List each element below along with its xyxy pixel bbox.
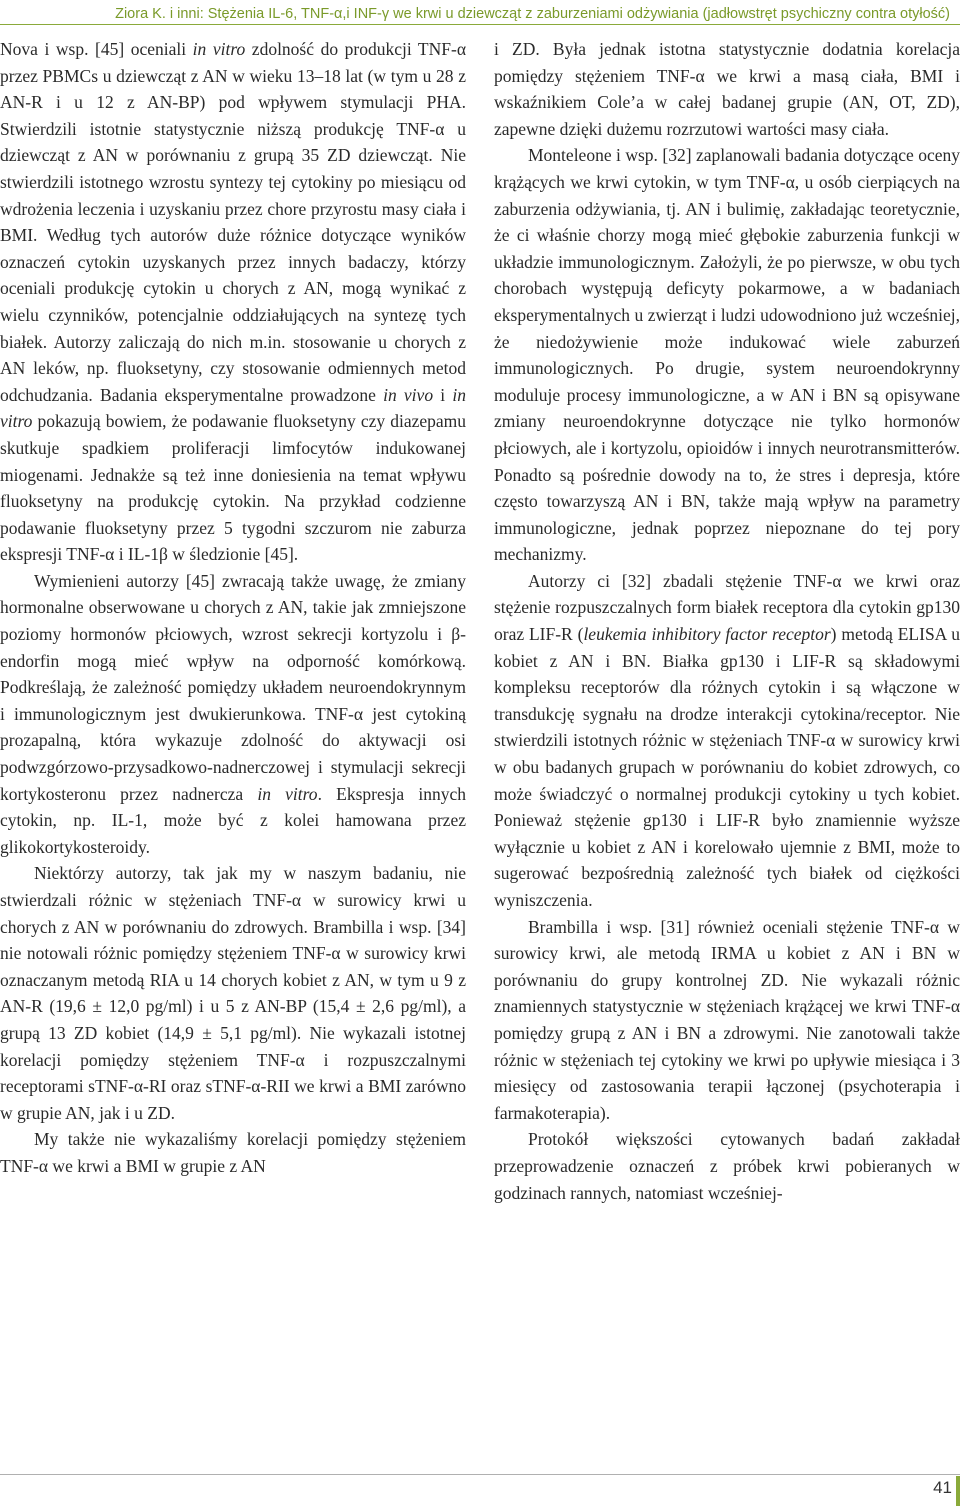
- italic-run: in vitro: [0, 384, 466, 432]
- running-head-text: Ziora K. i inni: Stężenia IL-6, TNF-α,i INF-γ we krwi u dziewcząt z zaburzeniami odżywiania (jadłowstręt psychiczny contra otyłość): [115, 6, 950, 22]
- paragraph: [0, 568, 466, 861]
- paragraph: [494, 568, 960, 914]
- header-rule: [0, 24, 960, 25]
- text-run: zdolność do produkcji TNF-α przez PBMCs u dziewcząt z AN w wieku 13–18 lat (w tym u 28 z AN-R i u 12 z AN-BP) pod wpływem stymulacji PHA. Stwierdzili istotnie statystycznie niższą produkcję TNF-α u dziewcząt z AN w porównaniu z grupą 35 ZD dziewcząt. Nie stwierdzili istotnego wzrostu syntezy tej cytokiny po miesiącu od wdrożenia leczenia i uzyskaniu przez chore przyrostu masy ciała i BMI. Według tych autorów duże różnice dotyczące wyników oznaczeń cytokin uzyskanych przez innych badaczy, którzy oceniali produkcję cytokin u chorych z AN, mogą wynikać z wielu czynników, potencjalnie oddziałujących na syntezę tych białek. Autorzy zaliczają do nich m.in. stosowanie u chorych z AN leków, np. fluoksetyny, czy stosowanie odmiennych metod odchudzania. Badania eksperymentalne prowadzone: [0, 39, 466, 405]
- text-run: . Ekspresja innych cytokin, np. IL-1, może być z kolei hamowana przez glikokortykosteroidy.: [0, 783, 466, 857]
- italic-run: in vivo: [383, 384, 434, 405]
- paragraph: i ZD. Była jednak istotna statystycznie dodatnia korelacja pomiędzy stężeniem TNF-α we krwi a masą ciała, BMI i wskaźnikiem Cole’a w całej badanej grupie (AN, OT, ZD), zapewne dzięki dużemu rozrzutowi wartości masy ciała.: [494, 39, 960, 139]
- paragraph: [0, 36, 466, 568]
- text-run: Nova i wsp. [45] oceniali: [0, 39, 193, 59]
- page-tab-marker: [956, 1476, 960, 1506]
- left-column: [0, 36, 466, 1180]
- footer-rule: [0, 1474, 960, 1475]
- text-run: Autorzy ci [32] zbadali stężenie TNF-α we krwi oraz stężenie rozpuszczalnych form białek receptora dla cytokin gp130 oraz LIF-R (: [494, 570, 960, 645]
- italic-run: in vitro: [257, 783, 318, 804]
- paragraph: Niektórzy autorzy, tak jak my w naszym badaniu, nie stwierdzali różnic w stężeniach TNF-α w surowicy krwi u chorych z AN w porównaniu do zdrowych. Brambilla i wsp. [34] nie notowali różnic pomiędzy stężeniem TNF-α w surowicy krwi oznaczanym metodą RIA u 14 chorych kobiet z AN, w tym u 9 z AN-R (19,6 ± 12,0 pg/ml) i u 5 z AN-BP (15,4 ± 2,6 pg/ml), a grupą 13 ZD kobiet (14,9 ± 5,1 pg/ml). Nie wykazali istotnej korelacji pomiędzy stężeniem TNF-α i rozpuszczalnymi receptorami sTNF-α-RI oraz sTNF-α-RII we krwi a BMI zarówno w grupie AN, jak i u ZD.: [0, 863, 466, 1123]
- text-run: i: [433, 384, 453, 405]
- paragraph: My także nie wykazaliśmy korelacji pomiędzy stężeniem TNF-α we krwi a BMI w grupie z AN: [0, 1129, 466, 1176]
- paragraph: Monteleone i wsp. [32] zaplanowali badania dotyczące oceny krążących we krwi cytokin, w tym TNF-α, u osób cierpiących na zaburzenia odżywiania, tj. AN i bulimię, zakładając teoretycznie, że ci właśnie chorzy mogą mieć głębokie zaburzenia funkcji w układzie immunologicznym. Założyli, że po pierwsze, w obu tych chorobach występują deficyty pokarmowe, a w badaniach eksperymentalnych u zwierząt i ludzi udowodniono już wcześniej, że niedożywienie może indukować wiele zaburzeń immunologicznych. Po drugie, system neuroendokrynny moduluje procesy immunologiczne, a w AN i BN są opisywane zmiany neuroendokrynne dotyczące nie tylko hormonów płciowych, ale i kortyzolu, opioidów i innych neurotransmitterów. Ponadto są pośrednie dowody na to, że stres i depresja, które często towarzyszą AN i BN, także mają wpływ na parametry immunologiczne, jednak poprzez niepoznane do tej pory mechanizmy.: [494, 145, 960, 565]
- italic-run: leukemia inhibitory factor receptor: [583, 624, 831, 645]
- paragraph: Brambilla i wsp. [31] również oceniali stężenie TNF-α w surowicy krwi, ale metodą IRMA u kobiet z AN i BN w porównaniu do grupy kontrolnej ZD. Nie wykazali różnic znamiennych statystycznie w stężeniach krążącej we krwi TNF-α pomiędzy grupą z AN i BN a zdrowymi. Nie zanotowali także różnic w stężeniach tej cytokiny we krwi po upływie miesiąca i 3 miesięcy od zastosowania terapii łączonej (psychoterapia i farmakoterapia).: [494, 916, 960, 1123]
- text-run: ) metodą ELISA u kobiet z AN i BN. Białka gp130 i LIF-R są składowymi kompleksu receptorów dla różnych cytokin i są włączone w transdukcję sygnału na drodze interakcji cytokina/receptor. Nie stwierdzili istotnych różnic w stężeniach TNF-α w surowicy krwi w obu badanych grupach w porównaniu do kobiet zdrowych, co może świadczyć o normalnej produkcji cytokiny u tych kobiet. Ponieważ stężenie gp130 i LIF-R było znamiennie wyższe wyłącznie u kobiet z AN i korelowało ujemnie z BMI, może to sugerować bezpośrednią zależność tych białek od ciężkości wyniszczenia.: [494, 624, 960, 910]
- italic-run: in vitro: [192, 39, 246, 59]
- text-run: pokazują bowiem, że podawanie fluoksetyny czy diazepamu skutkuje spadkiem proliferacji limfocytów indukowanej miogenami. Jednakże są też inne doniesienia na temat wpływu fluoksetyny na produkcję cytokin. Na przykład codzienne podawanie fluoksetyny przez 5 tygodni szczurom nie zaburza ekspresji TNF-α i IL-1β w śledzionie [45].: [0, 411, 466, 565]
- paragraph: Protokół większości cytowanych badań zakładał przeprowadzenie oznaczeń z próbek krwi pobieranych w godzinach rannych, natomiast wcześniej-: [494, 1129, 960, 1203]
- running-head: [10, 6, 950, 22]
- text-run: Wymienieni autorzy [45] zwracają także uwagę, że zmiany hormonalne obserwowane u chorych z AN, takie jak zmniejszone poziomy hormonów płciowych, wzrost sekrecji kortyzolu i β-endorfin mogą mieć wpływ na odporność komórkową. Podkreślają, że zależność pomiędzy układem neuroendokrynnym i immunologicznym jest dwukierunkowa. TNF-α jest cytokiną prozapalną, która wykazuje zdolność do aktywacji osi podwzgórzowo-przysadkowo-nadnerczowej i stymulacji sekrecji kortykosteronu przez nadnercza: [0, 570, 466, 804]
- page-number: 41: [933, 1478, 952, 1497]
- right-column: [494, 36, 960, 1206]
